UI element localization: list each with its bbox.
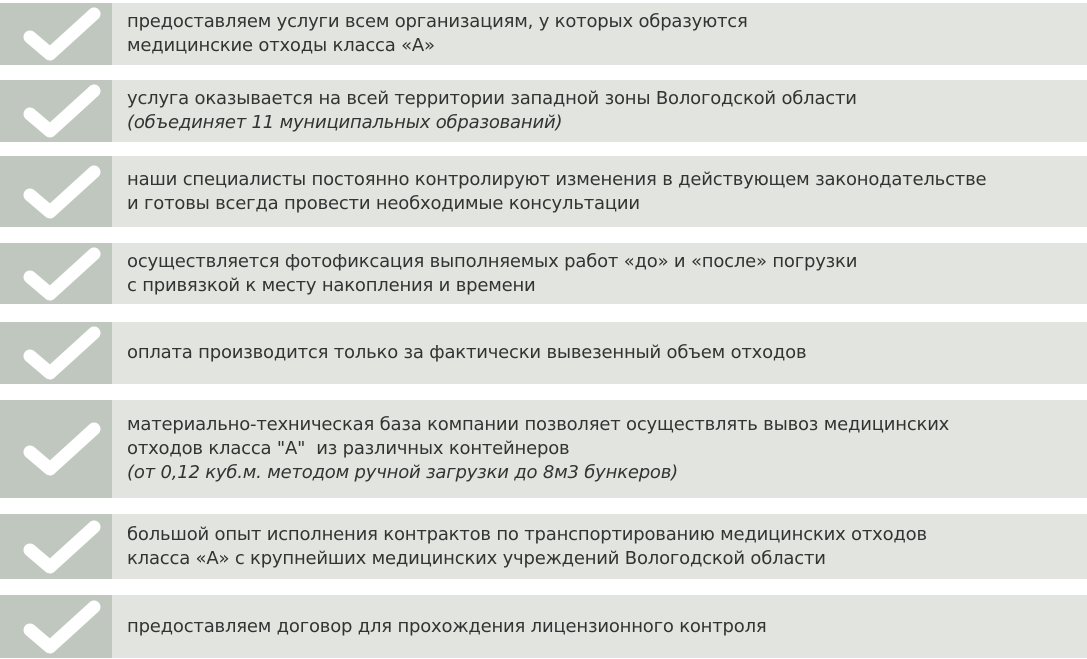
item-line: наши специалисты постоянно контролируют изменения в действующем законодательстве xyxy=(127,168,987,190)
icon-cell xyxy=(0,156,112,227)
item-text xyxy=(112,322,1087,384)
icon-cell xyxy=(0,80,112,142)
icon-cell xyxy=(0,400,112,498)
checkmark-icon xyxy=(26,10,98,58)
item-text xyxy=(112,156,1087,227)
list-item xyxy=(0,322,1087,384)
item-line: и готовы всегда провести необходимые консультации xyxy=(127,192,640,214)
item-line: класса «А» с крупнейших медицинских учреждений Вологодской области xyxy=(127,547,826,569)
list-item xyxy=(0,595,1087,658)
item-line: с привязкой к месту накопления и времени xyxy=(127,274,536,296)
item-text xyxy=(112,400,1087,498)
checkmark-icon xyxy=(26,87,98,135)
checkmark-icon xyxy=(26,329,98,377)
item-line: большой опыт исполнения контрактов по транспортированию медицинских отходов xyxy=(127,523,927,545)
list-item xyxy=(0,80,1087,142)
icon-cell xyxy=(0,322,112,384)
item-text xyxy=(112,595,1087,658)
item-line: оплата производится только за фактически вывезенный объем отходов xyxy=(127,342,807,363)
checkmark-icon xyxy=(26,603,98,651)
item-line: услуга оказывается на всей территории западной зоны Вологодской области xyxy=(127,88,857,109)
item-line: предоставляем договор для прохождения лицензионного контроля xyxy=(127,615,767,637)
item-line: материально-техническая база компании позволяет осуществлять вывоз медицинских xyxy=(127,414,950,435)
item-line: предоставляем услуги всем организациям, у которых образуются xyxy=(127,11,748,32)
item-text xyxy=(112,243,1087,304)
item-text xyxy=(112,80,1087,142)
item-text xyxy=(112,3,1087,65)
list-item xyxy=(0,243,1087,304)
icon-cell xyxy=(0,514,112,579)
list-item xyxy=(0,3,1087,65)
list-item xyxy=(0,156,1087,227)
icon-cell xyxy=(0,3,112,65)
item-line: отходов класса "А" из различных контейнеров xyxy=(127,438,570,459)
item-text xyxy=(112,514,1087,579)
checkmark-icon xyxy=(26,523,98,571)
checkmark-icon xyxy=(26,250,98,298)
item-note: (от 0,12 куб.м. методом ручной загрузки до 8м3 бункеров) xyxy=(127,462,678,483)
list-item xyxy=(0,514,1087,579)
list-item xyxy=(0,400,1087,498)
checkmark-icon xyxy=(26,425,98,473)
item-line: медицинские отходы класса «А» xyxy=(127,35,435,56)
checkmark-icon xyxy=(26,168,98,216)
item-note: (объединяет 11 муниципальных образований) xyxy=(127,112,563,133)
item-line: осуществляется фотофиксация выполняемых работ «до» и «после» погрузки xyxy=(127,250,858,272)
icon-cell xyxy=(0,595,112,658)
icon-cell xyxy=(0,243,112,304)
